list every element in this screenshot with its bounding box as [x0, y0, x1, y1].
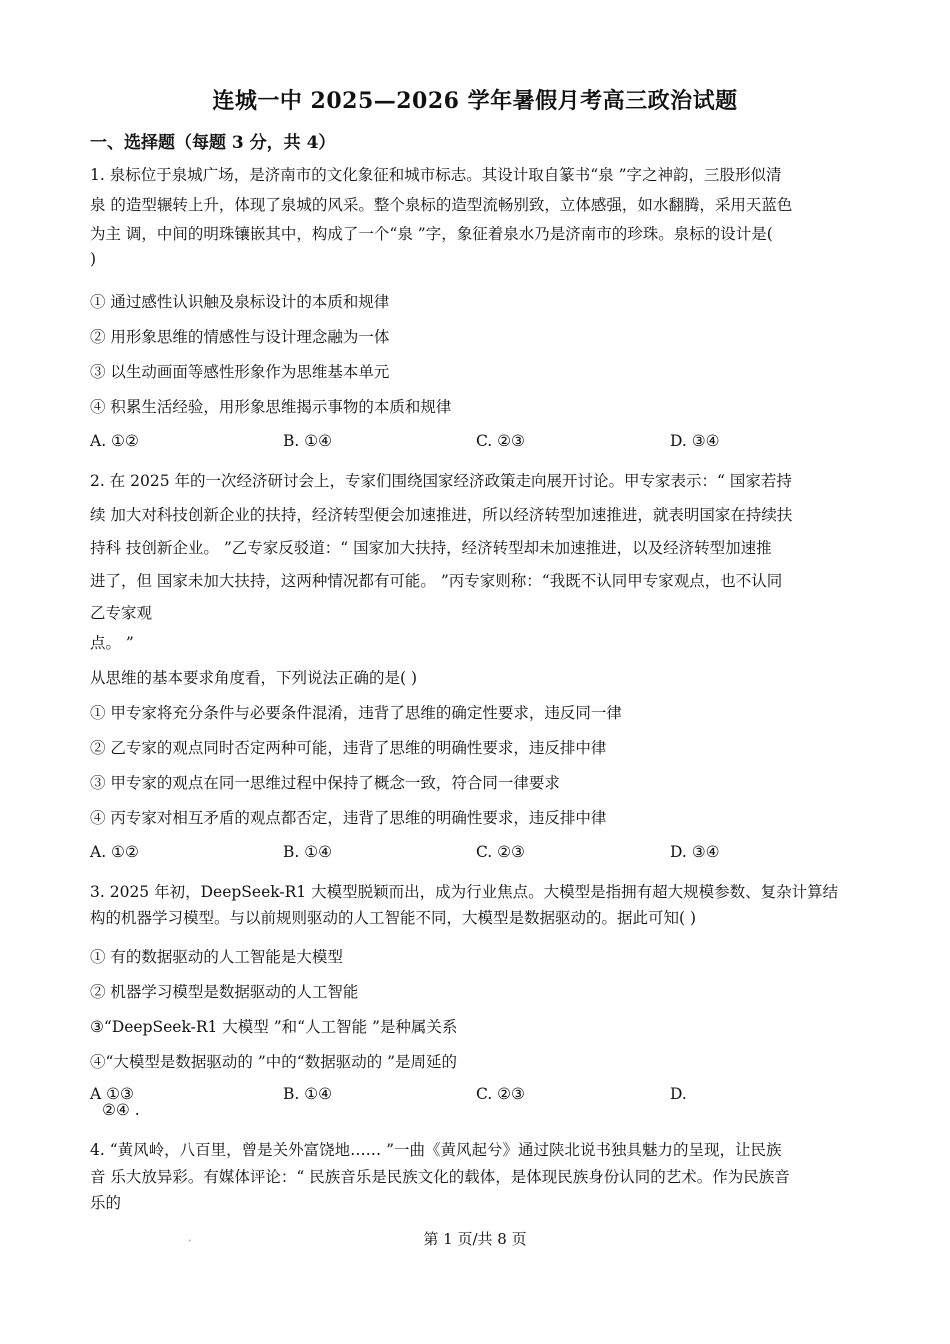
statement-4: ④ 丙专家对相互矛盾的观点都否定，违背了思维的明确性要求，违反排中律 [90, 809, 607, 827]
option-a: A. ①② [90, 432, 139, 450]
statement-4: ④“大模型是数据驱动的 ”中的“数据驱动的 ”是周延的 [90, 1053, 458, 1071]
statement-2: ② 乙专家的观点同时否定两种可能，违背了思维的明确性要求，违反排中律 [90, 739, 607, 757]
option-overflow: ②④ . [102, 1101, 140, 1119]
statement-4: ④ 积累生活经验，用形象思维揭示事物的本质和规律 [90, 398, 452, 416]
question-stem-line: 乙专家观 [90, 604, 153, 622]
statement-3: ③“DeepSeek-R1 大模型 ”和“人工智能 ”是种属关系 [90, 1018, 458, 1036]
option-d: D. [670, 1085, 687, 1103]
option-c: C. ②③ [476, 432, 525, 450]
statement-1: ① 甲专家将充分条件与必要条件混淆，违背了思维的确定性要求，违反同一律 [90, 704, 622, 722]
question-stem-line: 4. “黄风岭，八百里，曾是关外富饶地…… ”一曲《黄风起兮》通过陕北说书独具魅力的呈现，让民族 [90, 1141, 782, 1159]
page-number: 第 1 页/共 8 页 [423, 1230, 527, 1248]
option-a: A ①③ [90, 1085, 134, 1103]
option-d: D. ③④ [670, 432, 720, 450]
option-b: B. ①④ [283, 432, 333, 450]
option-b: B. ①④ [283, 843, 333, 861]
stray-mark: • [188, 1238, 192, 1245]
question-stem-line: 进了，但 国家未加大扶持，这两种情况都有可能。 ”丙专家则称：“我既不认同甲专家观点，也不认同 [90, 572, 783, 590]
question-stem-line: 音 乐大放异彩。有媒体评论：“ 民族音乐是民族文化的载体，是体现民族身份认同的艺术。作为民族音 [90, 1168, 790, 1186]
option-b: B. ①④ [283, 1085, 333, 1103]
question-stem-line: 持科 技创新企业。 ”乙专家反驳道：“ 国家加大扶持，经济转型却未加速推进，以及经济转型加速推 [90, 539, 772, 557]
question-stem-line: 1. 泉标位于泉城广场，是济南市的文化象征和城市标志。其设计取自篆书“泉 ”字之神韵，三股形似清 [90, 166, 782, 184]
statement-2: ② 用形象思维的情感性与设计理念融为一体 [90, 328, 390, 346]
question-stem-line: 乐的 [90, 1194, 122, 1212]
question-prompt: 从思维的基本要求角度看，下列说法正确的是( ) [90, 669, 418, 687]
statement-1: ① 通过感性认识触及泉标设计的本质和规律 [90, 293, 390, 311]
page-title: 连城一中 2025—2026 学年暑假月考高三政治试题 [212, 88, 738, 114]
statement-3: ③ 以生动画面等感性形象作为思维基本单元 [90, 363, 390, 381]
question-stem-line: 3. 2025 年初，DeepSeek-R1 大模型脱颖而出，成为行业焦点。大模型是指拥有超大规模参数、复杂计算结 [90, 883, 839, 901]
question-stem-line: 点。 ” [90, 634, 134, 652]
option-c: C. ②③ [476, 843, 525, 861]
statement-1: ① 有的数据驱动的人工智能是大模型 [90, 948, 343, 966]
question-stem-line: ) [90, 250, 97, 268]
statement-2: ② 机器学习模型是数据驱动的人工智能 [90, 983, 359, 1001]
option-c: C. ②③ [476, 1085, 525, 1103]
option-a: A. ①② [90, 843, 139, 861]
question-stem-line: 构的机器学习模型。与以前规则驱动的人工智能不同，大模型是数据驱动的。据此可知( ) [90, 909, 697, 927]
option-d: D. ③④ [670, 843, 720, 861]
question-stem-line: 续 加大对科技创新企业的扶持，经济转型便会加速推进，所以经济转型加速推进，就表明国家在持续扶 [90, 506, 793, 524]
question-stem-line: 泉 的造型辗转上升，体现了泉城的风采。整个泉标的造型流畅别致，立体感强，如水翻腾，采用天蓝色 [90, 196, 793, 214]
question-stem-line: 2. 在 2025 年的一次经济研讨会上，专家们围绕国家经济政策走向展开讨论。甲专家表示：“ 国家若持 [90, 472, 792, 490]
section-heading: 一、选择题（每题 3 分，共 4） [90, 133, 336, 153]
question-stem-line: 为主 调，中间的明珠镶嵌其中，构成了一个“泉 ”字，象征着泉水乃是济南市的珍珠。泉标的设计是( [90, 225, 773, 243]
statement-3: ③ 甲专家的观点在同一思维过程中保持了概念一致，符合同一律要求 [90, 774, 560, 792]
